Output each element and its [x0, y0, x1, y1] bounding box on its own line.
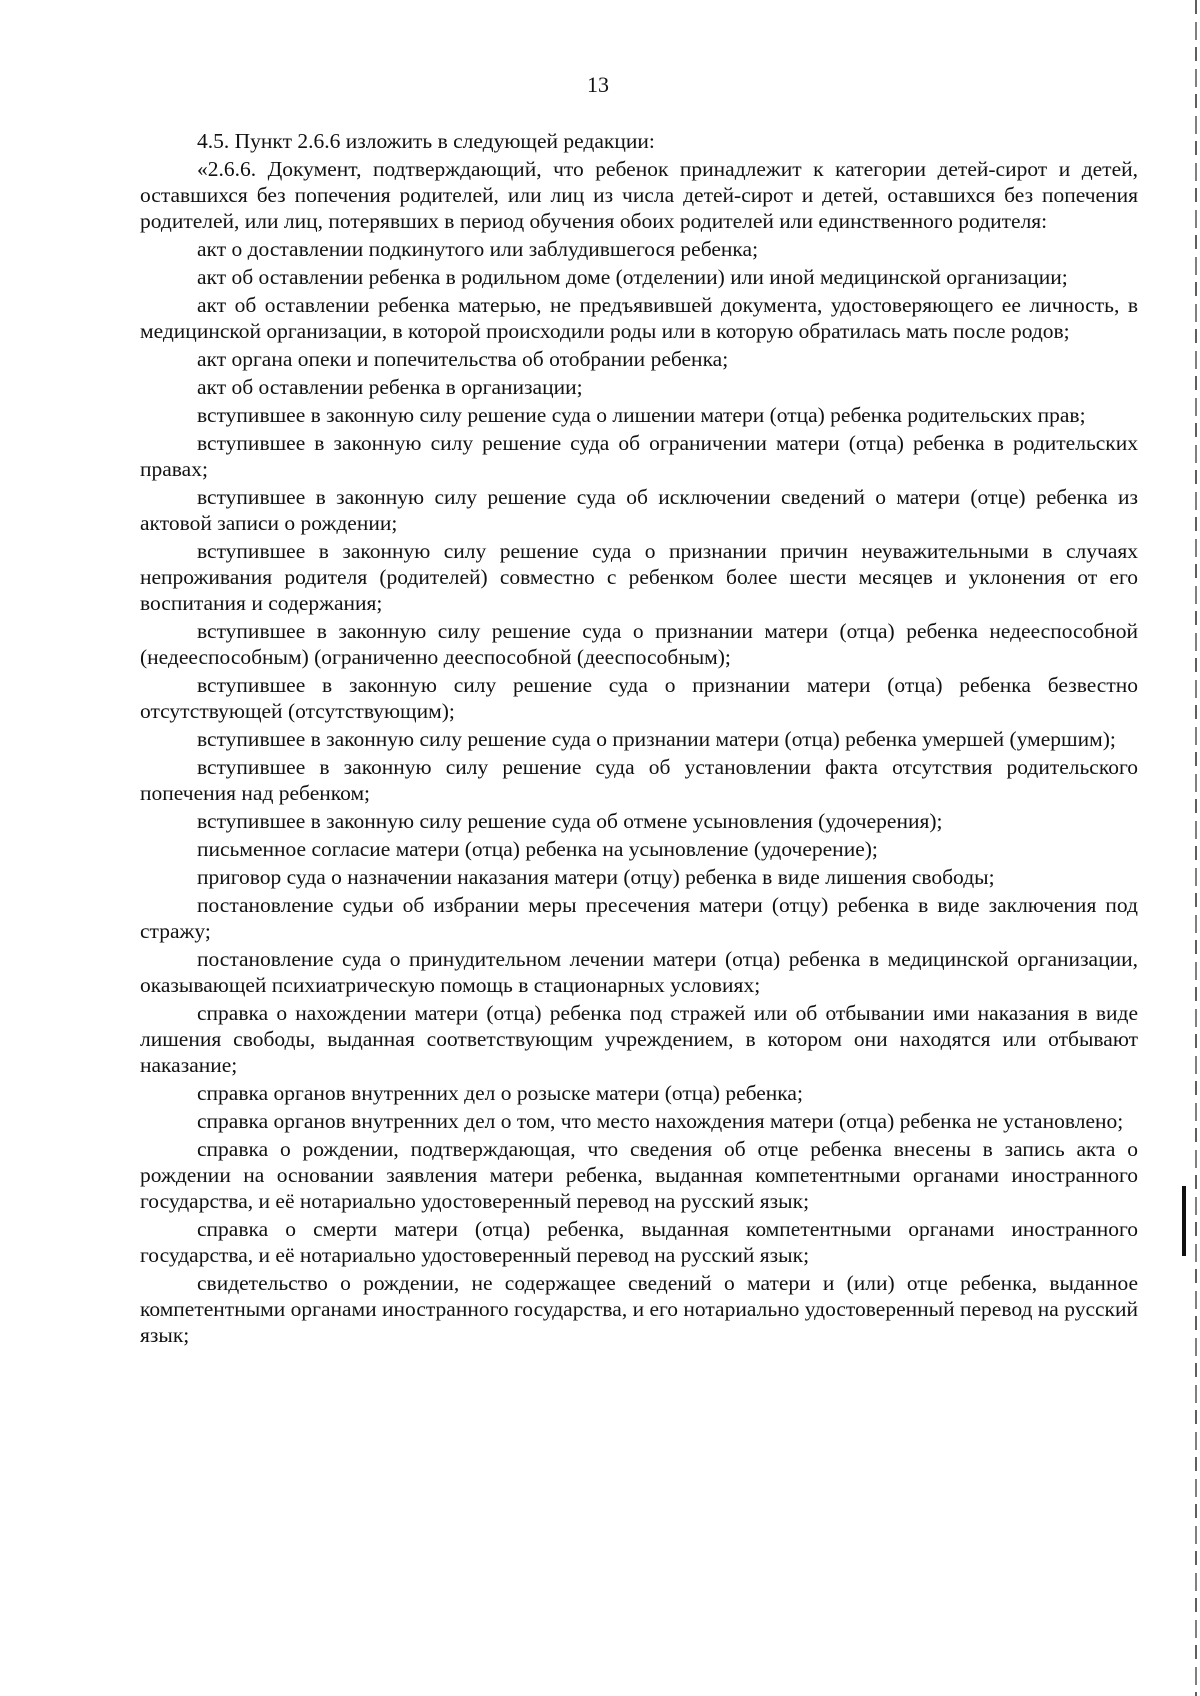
document-paragraph: приговор суда о назначении наказания матери (отцу) ребенка в виде лишения свободы; [197, 865, 995, 889]
document-paragraph: вступившее в законную силу решение суда о признании матери (отца) ребенка безвестно отсутствующей (отсутствующим); [140, 673, 1138, 723]
document-paragraph: справка органов внутренних дел о розыске матери (отца) ребенка; [197, 1081, 803, 1105]
document-paragraph: «2.6.6. Документ, подтверждающий, что ребенок принадлежит к категории детей-сирот и детей, оставшихся без попечения родителей, или лиц из числа детей-сирот и детей, оставшихся без попечения родителей, или лиц, потерявших в период обучения обоих родителей или единственного родителя: [140, 157, 1138, 233]
scan-mark-artifact [1182, 1186, 1186, 1256]
document-paragraph: постановление судьи об избрании меры пресечения матери (отцу) ребенка в виде заключения под стражу; [140, 893, 1138, 943]
scan-edge-artifact [1195, 0, 1197, 1696]
document-paragraph: справка органов внутренних дел о том, что место нахождения матери (отца) ребенка не установлено; [197, 1109, 1124, 1133]
document-paragraph: справка о смерти матери (отца) ребенка, выданная компетентными органами иностранного государства, и её нотариально удостоверенный перевод на русский язык; [140, 1217, 1138, 1267]
document-paragraph: вступившее в законную силу решение суда об ограничении матери (отца) ребенка в родительских правах; [140, 431, 1138, 481]
document-paragraph: вступившее в законную силу решение суда об исключении сведений о матери (отце) ребенка из актовой записи о рождении; [140, 485, 1138, 535]
document-paragraph: акт органа опеки и попечительства об отобрании ребенка; [197, 347, 729, 371]
document-paragraph: вступившее в законную силу решение суда о признании матери (отца) ребенка недееспособной (недееспособным) (ограниченно дееспособной (дееспособным); [140, 619, 1138, 669]
document-paragraph: вступившее в законную силу решение суда об отмене усыновления (удочерения); [197, 809, 943, 833]
document-paragraph: вступившее в законную силу решение суда об установлении факта отсутствия родительского попечения над ребенком; [140, 755, 1138, 805]
document-paragraph: акт о доставлении подкинутого или заблудившегося ребенка; [197, 237, 759, 261]
document-body [140, 128, 1138, 1350]
document-paragraph: справка о нахождении матери (отца) ребенка под стражей или об отбывании ими наказания в виде лишения свободы, выданная соответствующим учреждением, в котором они находятся или отбывают наказание; [140, 1001, 1138, 1077]
document-paragraph: акт об оставлении ребенка в родильном доме (отделении) или иной медицинской организации; [197, 265, 1068, 289]
document-paragraph: акт об оставлении ребенка в организации; [197, 375, 583, 399]
section-heading: 4.5. Пункт 2.6.6 изложить в следующей редакции: [197, 129, 655, 153]
document-paragraph: акт об оставлении ребенка матерью, не предъявившей документа, удостоверяющего ее личность, в медицинской организации, в которой происходили роды или в которую обратилась мать после родов; [140, 293, 1138, 343]
document-paragraph: справка о рождении, подтверждающая, что сведения об отце ребенка внесены в запись акта о рождении на основании заявления матери ребенка, выданная компетентными органами иностранного государства, и её нотариально удостоверенный перевод на русский язык; [140, 1137, 1138, 1213]
page-number: 13 [587, 72, 609, 97]
document-paragraph: вступившее в законную силу решение суда о лишении матери (отца) ребенка родительских прав; [197, 403, 1086, 427]
paragraph-list [140, 156, 1138, 1350]
document-paragraph: вступившее в законную силу решение суда о признании матери (отца) ребенка умершей (умершим); [197, 727, 1116, 751]
document-paragraph: свидетельство о рождении, не содержащее сведений о матери и (или) отце ребенка, выданное компетентными органами иностранного государства, и его нотариально удостоверенный перевод на русский язык; [140, 1271, 1138, 1347]
document-paragraph: письменное согласие матери (отца) ребенка на усыновление (удочерение); [197, 837, 878, 861]
document-paragraph: постановление суда о принудительном лечении матери (отца) ребенка в медицинской организации, оказывающей психиатрическую помощь в стационарных условиях; [140, 947, 1138, 997]
document-paragraph: вступившее в законную силу решение суда о признании причин неуважительными в случаях непроживания родителя (родителей) совместно с ребенком более шести месяцев и уклонения от его воспитания и содержания; [140, 539, 1138, 615]
